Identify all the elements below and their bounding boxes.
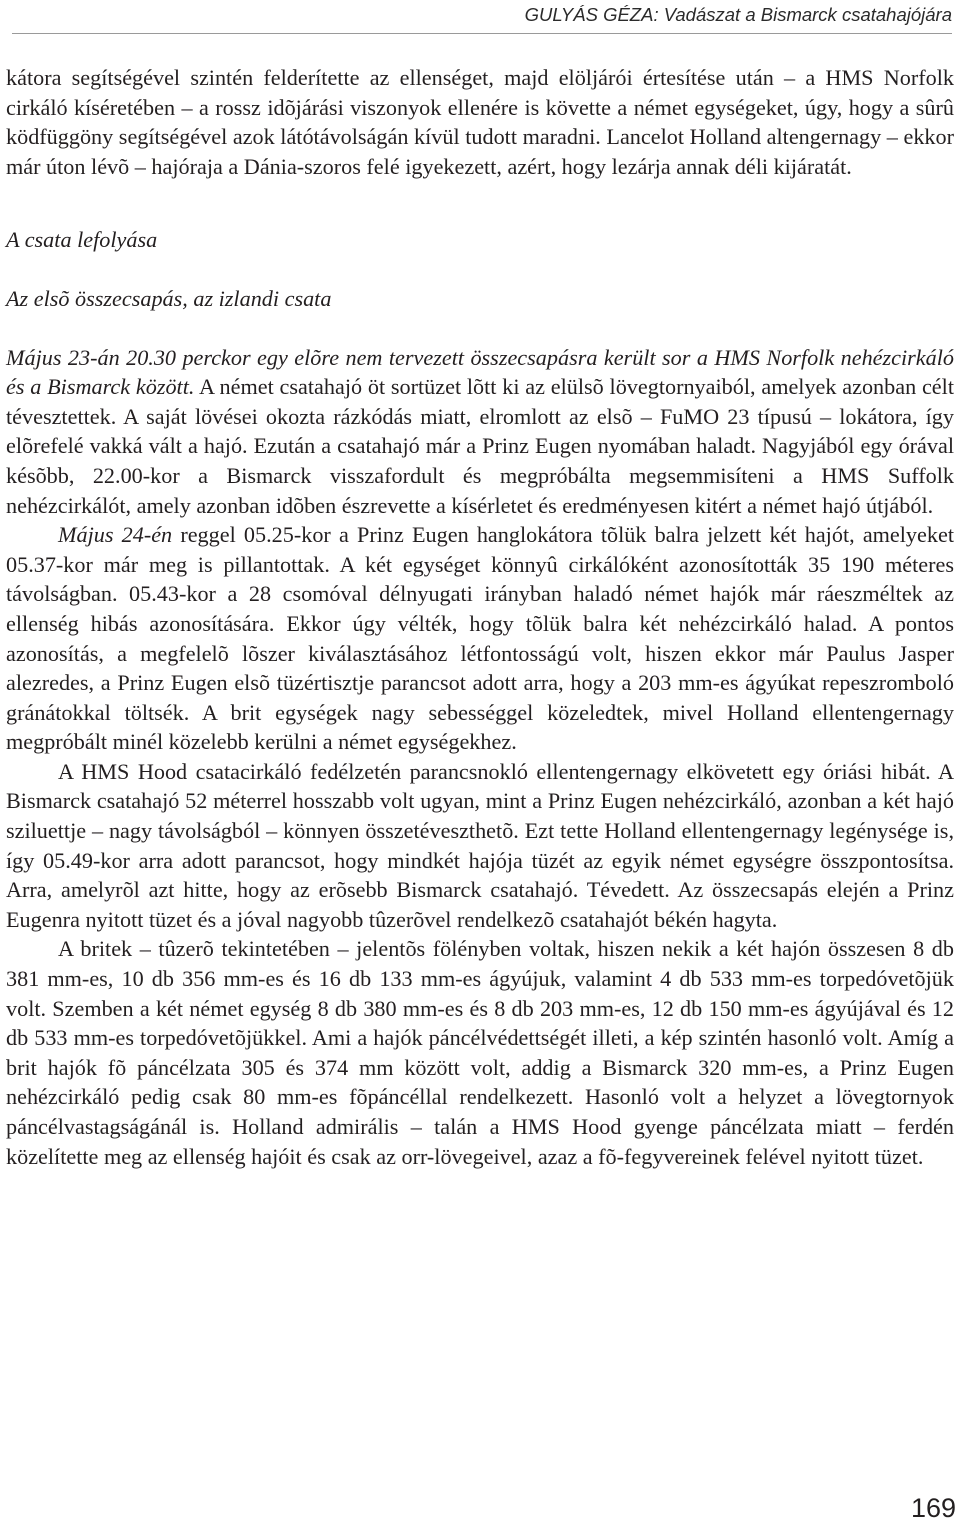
- paragraph-may-23-text: A német csatahajó öt sortüzet lõtt ki az elülsõ lövegtornyaiból, amelyek azonban célt tévesztettek. A saját lövései okozta rázkódás miatt, elromlott az elsõ – FuMO 23 típusú – lokátora, így elõrefelé vakká vált a hajó. Ezután a csatahajó már a Prinz Eugen nyomában haladt. Nagyjából egy órával késõbb, 22.00-kor a Bismarck visszafordult és megpróbálta megsemmisíteni a HMS Suffolk nehézcirkálót, amely azonban idõben észrevette a kísérletet és eredményesen kitért a német hajó útjából.: [6, 374, 954, 518]
- paragraph-may-23-italic: Május 23-án 20.30 perckor egy elõre nem tervezett összecsapásra került sor a HMS Norfolk nehézcirkáló és a Bismarck között.: [6, 344, 954, 400]
- paragraph-may-24-text: reggel 05.25-kor a Prinz Eugen hanglokátora tõlük balra jelzett két hajót, amelyeket 05.37-kor már meg is pillantottak. A két egységet könnyû cirkálóként azonosították 35 190 méteres távolságban. 05.43-kor a 28 csomóval délnyugati irányban haladó német hajók már ráeszméltek az ellenség hibás azonosítására. Ekkor úgy vélték, hogy tõlük balra két nehézcirkáló halad. A pontos azonosítás, a megfelelõ lõszer kiválasztásához létfontosságú volt, hiszen ekkor már Paulus Jasper alezredes, a Prinz Eugen elsõ tüzértisztje parancsot adott arra, hogy a 203 mm-es ágyúkat repeszromboló gránátokkal töltsék. A brit egységek nagy sebességgel közeledtek, mivel Holland ellentengernagy megpróbált minél közelebb kerülni a német egységekhez.: [6, 522, 954, 755]
- paragraph-may-24-date: Május 24-én: [58, 522, 173, 548]
- section-heading: A csata lefolyása: [6, 227, 158, 253]
- article-body: [6, 63, 954, 1171]
- paragraph-may-24: [6, 520, 954, 757]
- subsection-heading: Az elsõ összecsapás, az izlandi csata: [6, 285, 332, 311]
- page-number: 169: [910, 1493, 956, 1523]
- header-author: GULYÁS GÉZA:: [524, 4, 659, 25]
- paragraph-hood-error: A HMS Hood csatacirkáló fedélzetén parancsnokló ellentengernagy elkövetett egy óriási hibát. A Bismarck csatahajó 52 méterrel hosszabb volt ugyan, mint a Prinz Eugen nehézcirkáló, azonban a két hajó sziluettje – nagy távolságból – könnyen összetéveszthetõ. Ezt tette Holland ellentengernagy legénysége is, így 05.49-kor arra adott parancsot, hogy mindkét hajója tüzét az egyik német egységre összpontosítsa. Arra, amelyrõl azt hitte, hogy az erõsebb Bismarck csatahajó. Tévedett. Az összecsapás elején a Prinz Eugenra nyitott tüzet és a jóval nagyobb tûzerõvel rendelkezõ csatahajót békén hagyta.: [6, 758, 954, 932]
- header-title: Vadászat a Bismarck csatahajójára: [663, 4, 952, 25]
- paragraph-firepower: A britek – tûzerõ tekintetében – jelentõs fölényben voltak, hiszen nekik a két hajón összesen 8 db 381 mm-es, 10 db 356 mm-es és 16 db 133 mm-es ágyújuk, valamint 4 db 533 mm-es torpedóvetõjük volt. Szemben a két német egység 8 db 380 mm-es és 8 db 203 mm-es, 12 db 150 mm-es ágyújával és 12 db 533 mm-es torpedóvetõjükkel. Ami a hajók páncélvédettségét illeti, a kép szintén hasonló volt. Amíg a brit hajók fõ páncélzata 305 és 374 mm között volt, addig a Bismarck 320 mm-es, a Prinz Eugen nehézcirkáló pedig csak 80 mm-es fõpáncéllal rendelkezett. Hasonló volt a helyzet a lövegtornyok páncélvastagságánál is. Holland admirális – talán a HMS Hood gyenge páncélzata miatt – ferdén közelítette meg az ellenség hajóit és csak az orr-lövegeivel, azaz a fõ-fegyvereinek felével nyitott tüzet.: [6, 936, 954, 1169]
- running-header: [12, 4, 952, 34]
- paragraph-may-23: [6, 343, 954, 521]
- paragraph-continued: kátora segítségével szintén felderítette az ellenséget, majd elöljárói értesítése után – a HMS Norfolk cirkáló kíséretében – a rossz idõjárási viszonyok ellenére is követte a német egységeket, úgy, hogy a sûrû ködfüggöny segítségével azok látótávolságán kívül tudott maradni. Lancelot Holland altengernagy – ekkor már úton lévõ – hajóraja a Dánia-szoros felé igyekezett, azért, hogy lezárja annak déli kijáratát.: [6, 65, 954, 179]
